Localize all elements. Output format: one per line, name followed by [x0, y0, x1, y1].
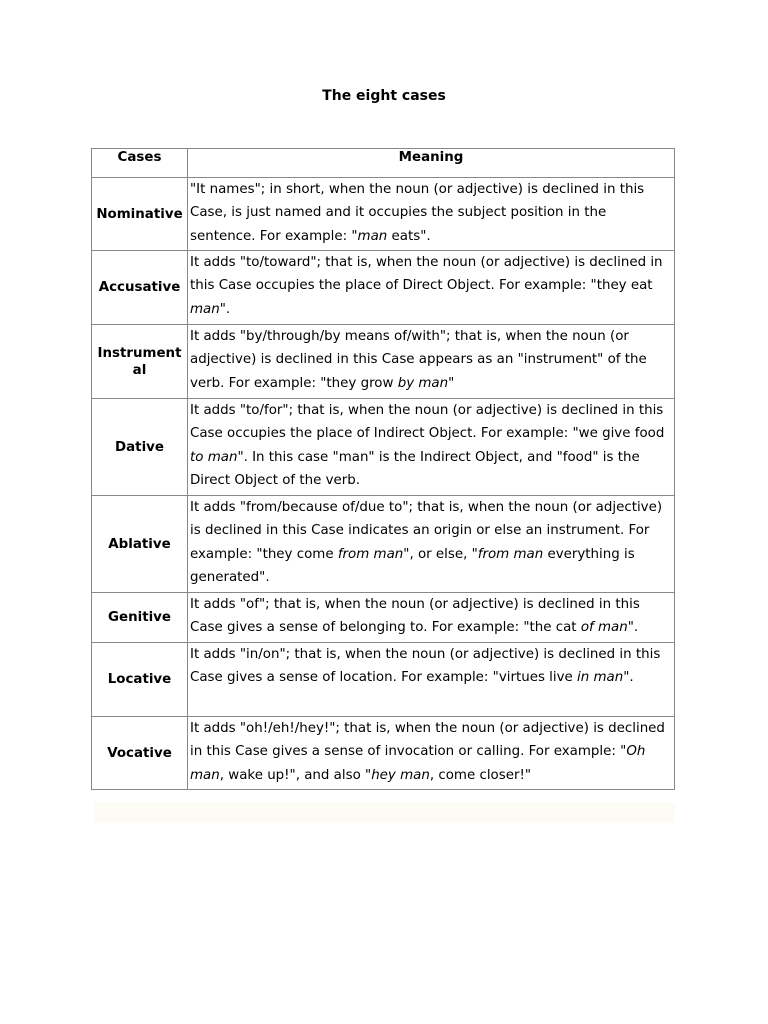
- table-row: [92, 643, 675, 717]
- table-row: [92, 593, 675, 643]
- case-name: Accusative: [92, 251, 188, 325]
- case-meaning: It adds "from/because of/due to"; that is, when the noun (or adjective) is declined in this Case indicates an origin or else an instrument. For example: "they come from man", or else, "from man everything is generated".: [188, 496, 675, 593]
- case-meaning: It adds "to/toward"; that is, when the noun (or adjective) is declined in this Case occupies the place of Direct Object. For example: "they eat man".: [188, 251, 675, 325]
- case-name: Nominative: [92, 178, 188, 251]
- table-row: [92, 178, 675, 251]
- example-emphasis: by man: [397, 375, 449, 391]
- case-name: Ablative: [92, 496, 188, 593]
- header-cases: Cases: [92, 149, 188, 178]
- example-emphasis: man: [190, 301, 220, 317]
- case-name: Instrumental: [92, 325, 188, 399]
- example-emphasis: Oh man: [190, 744, 646, 783]
- table-row: [92, 496, 675, 593]
- example-emphasis: of man: [580, 620, 628, 636]
- cases-table: [91, 148, 675, 790]
- example-emphasis: in man: [577, 670, 624, 686]
- table-row: [92, 717, 675, 790]
- table-row: [92, 251, 675, 325]
- case-name: Vocative: [92, 717, 188, 790]
- case-meaning: It adds "oh!/eh!/hey!"; that is, when the noun (or adjective) is declined in this Case gives a sense of invocation or calling. For example: "Oh man, wake up!", and also "hey man, come closer!": [188, 717, 675, 790]
- footer-band: [94, 803, 675, 823]
- case-name: Dative: [92, 399, 188, 496]
- table-header-row: [92, 149, 675, 178]
- case-name: Locative: [92, 643, 188, 717]
- case-meaning: It adds "by/through/by means of/with"; that is, when the noun (or adjective) is declined in this Case appears as an "instrument" of the verb. For example: "they grow by man": [188, 325, 675, 399]
- case-meaning: It adds "of"; that is, when the noun (or adjective) is declined in this Case gives a sense of belonging to. For example: "the cat of man".: [188, 593, 675, 643]
- case-meaning: It adds "in/on"; that is, when the noun (or adjective) is declined in this Case gives a sense of location. For example: "virtues live in man".: [188, 643, 675, 717]
- table-body: [92, 178, 675, 790]
- example-emphasis: to man: [190, 449, 238, 465]
- case-meaning: It adds "to/for"; that is, when the noun (or adjective) is declined in this Case occupies the place of Indirect Object. For example: "we give food to man". In this case "man" is the Indirect Object, and "food" is the Direct Object of the verb.: [188, 399, 675, 496]
- case-meaning: "It names"; in short, when the noun (or adjective) is declined in this Case, is just named and it occupies the subject position in the sentence. For example: "man eats".: [188, 178, 675, 251]
- example-emphasis: hey man: [371, 767, 430, 783]
- example-emphasis: from man: [337, 546, 404, 562]
- page-title: The eight cases: [322, 88, 446, 104]
- table-row: [92, 325, 675, 399]
- header-meaning: Meaning: [188, 149, 675, 178]
- example-emphasis: man: [357, 228, 388, 244]
- table-row: [92, 399, 675, 496]
- case-name: Genitive: [92, 593, 188, 643]
- example-emphasis: from man: [477, 546, 544, 562]
